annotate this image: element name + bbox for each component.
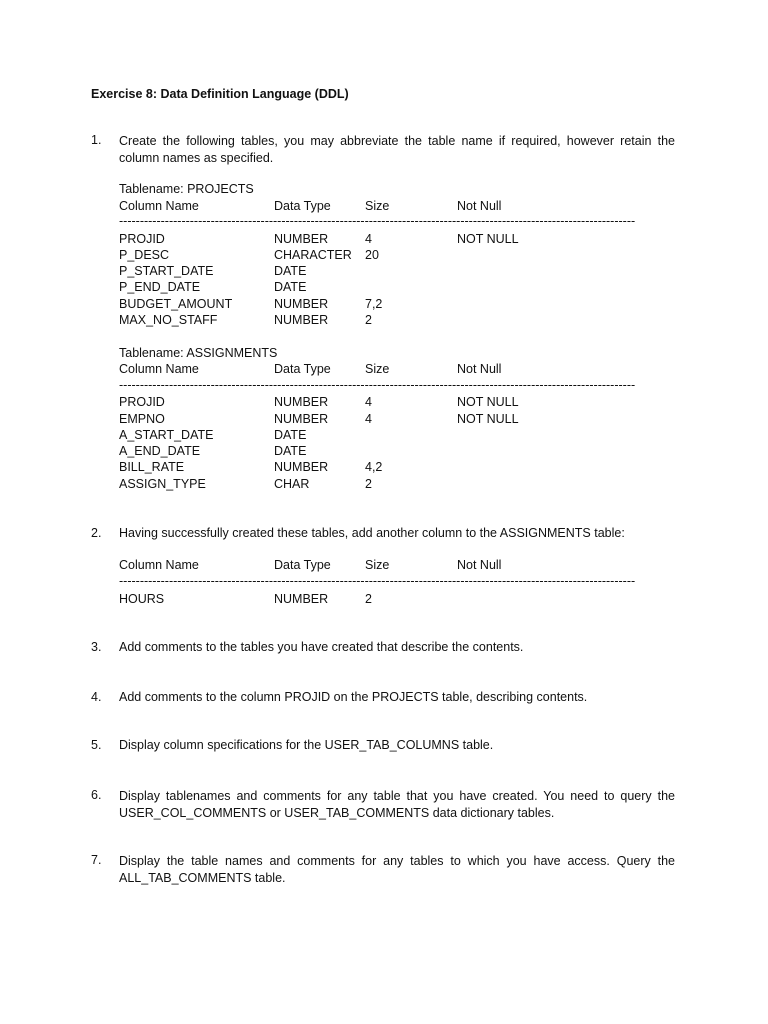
table-cell: BUDGET_AMOUNT: [119, 297, 233, 311]
item-text-6: Display tablenames and comments for any table that you have created. You need to query the USER_COL_COMMENTS or USER_TAB_COMMENTS data dictionary tables.: [119, 789, 675, 820]
table-cell: 4,2: [365, 460, 383, 474]
item-text-7: Display the table names and comments for any tables to which you have access. Query the ALL_TAB_COMMENTS table.: [119, 854, 675, 885]
table-cell: 2: [365, 592, 372, 606]
table-cell: CHARACTER: [274, 248, 352, 262]
table-cell: NOT NULL: [457, 395, 519, 409]
table-cell: NOT NULL: [457, 412, 519, 426]
header-divider: ----------------------------------------------------------------------------------------------------------------------------: [119, 214, 636, 228]
table-cell: PROJID: [119, 395, 165, 409]
table-cell: NOT NULL: [457, 232, 519, 246]
header-divider: ----------------------------------------------------------------------------------------------------------------------------: [119, 574, 636, 588]
header-not-null: Not Null: [457, 199, 502, 213]
header-not-null: Not Null: [457, 558, 502, 572]
header-data-type: Data Type: [274, 362, 331, 376]
item-text-3: Add comments to the tables you have created that describe the contents.: [119, 640, 524, 654]
table-cell: DATE: [274, 264, 307, 278]
table-cell: A_END_DATE: [119, 444, 201, 458]
item-text-2: Having successfully created these tables, add another column to the ASSIGNMENTS table:: [119, 526, 625, 540]
header-size: Size: [365, 362, 390, 376]
table-cell: NUMBER: [274, 395, 329, 409]
table-cell: PROJID: [119, 232, 165, 246]
table-cell: NUMBER: [274, 592, 329, 606]
table-cell: 2: [365, 313, 372, 327]
header-not-null: Not Null: [457, 362, 502, 376]
header-divider: ----------------------------------------------------------------------------------------------------------------------------: [119, 378, 636, 392]
table-cell: NUMBER: [274, 297, 329, 311]
assignments-table-name: Tablename: ASSIGNMENTS: [119, 346, 278, 360]
header-column-name: Column Name: [119, 558, 199, 572]
header-data-type: Data Type: [274, 558, 331, 572]
table-cell: NUMBER: [274, 313, 329, 327]
item-text-5: Display column specifications for the USER_TAB_COLUMNS table.: [119, 738, 494, 752]
table-cell: P_DESC: [119, 248, 170, 262]
header-size: Size: [365, 558, 390, 572]
table-cell: P_END_DATE: [119, 280, 201, 294]
header-column-name: Column Name: [119, 362, 199, 376]
exercise-title: Exercise 8: Data Definition Language (DDL): [91, 87, 349, 101]
table-cell: 4: [365, 395, 372, 409]
projects-table-name: Tablename: PROJECTS: [119, 182, 254, 196]
table-cell: CHAR: [274, 477, 310, 491]
item-number-6: 6.: [91, 788, 102, 802]
table-cell: BILL_RATE: [119, 460, 185, 474]
item-text-1: Create the following tables, you may abbreviate the table name if required, however retain the column names as specified.: [119, 134, 675, 165]
table-cell: DATE: [274, 428, 307, 442]
table-cell: 20: [365, 248, 379, 262]
header-column-name: Column Name: [119, 199, 199, 213]
table-cell: 4: [365, 412, 372, 426]
table-cell: P_START_DATE: [119, 264, 214, 278]
table-cell: 2: [365, 477, 372, 491]
table-cell: A_START_DATE: [119, 428, 214, 442]
header-size: Size: [365, 199, 390, 213]
item-text-4: Add comments to the column PROJID on the PROJECTS table, describing contents.: [119, 690, 588, 704]
table-cell: EMPNO: [119, 412, 165, 426]
table-cell: HOURS: [119, 592, 165, 606]
item-number-3: 3.: [91, 640, 102, 654]
table-cell: NUMBER: [274, 412, 329, 426]
table-cell: DATE: [274, 280, 307, 294]
header-data-type: Data Type: [274, 199, 331, 213]
item-number-2: 2.: [91, 526, 102, 540]
table-cell: MAX_NO_STAFF: [119, 313, 218, 327]
table-cell: NUMBER: [274, 232, 329, 246]
item-number-7: 7.: [91, 853, 102, 867]
table-cell: DATE: [274, 444, 307, 458]
table-cell: 4: [365, 232, 372, 246]
item-number-4: 4.: [91, 690, 102, 704]
item-number-1: 1.: [91, 133, 102, 147]
table-cell: ASSIGN_TYPE: [119, 477, 206, 491]
item-number-5: 5.: [91, 738, 102, 752]
table-cell: NUMBER: [274, 460, 329, 474]
table-cell: 7,2: [365, 297, 383, 311]
